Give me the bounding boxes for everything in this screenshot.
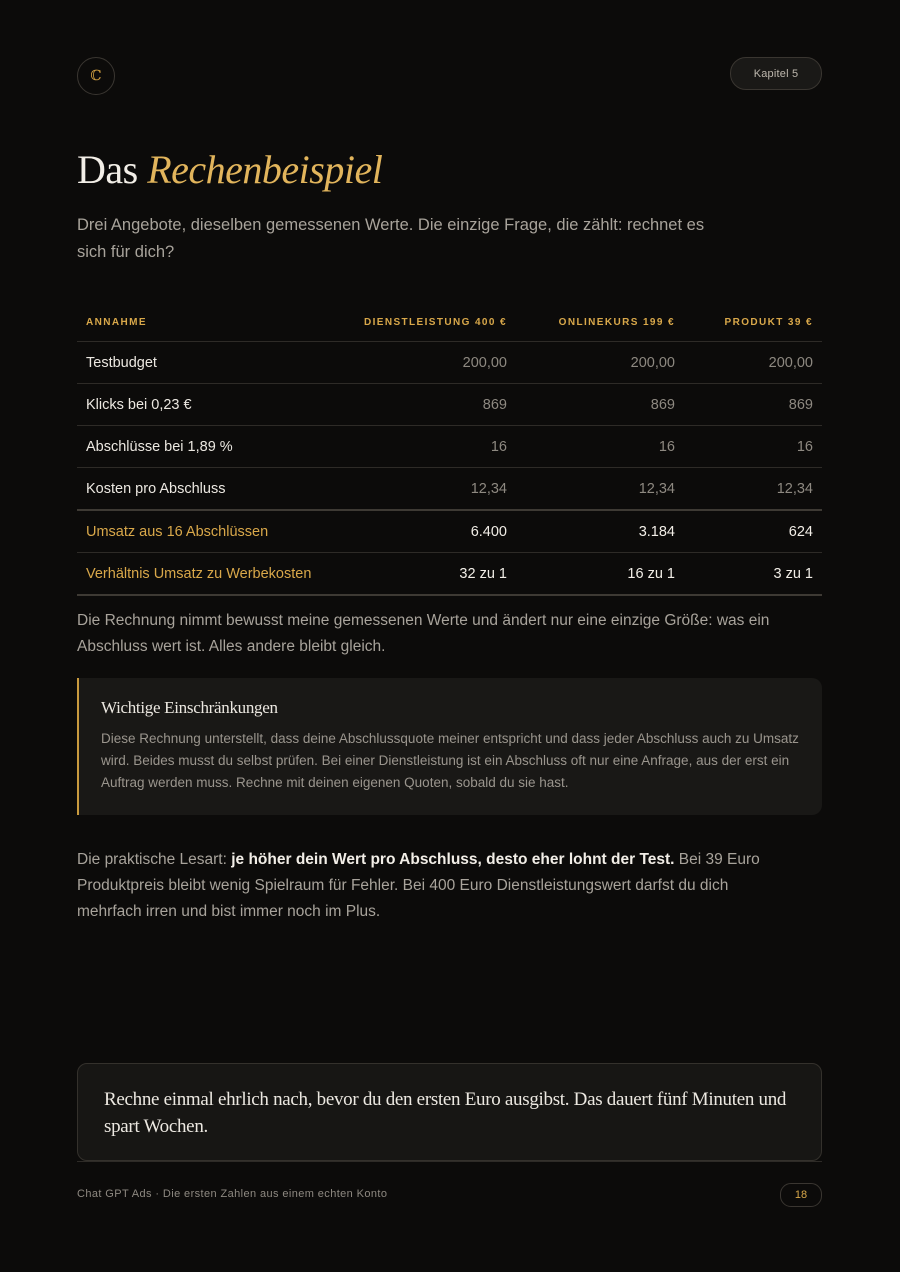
table-row — [77, 426, 822, 468]
row-label: Klicks bei 0,23 € — [77, 384, 328, 426]
table-header-row — [77, 303, 822, 342]
cell-value: 16 — [328, 426, 516, 468]
row-label: Umsatz aus 16 Abschlüssen — [77, 510, 328, 553]
title-plain: Das — [77, 147, 138, 192]
cell-value: 869 — [328, 384, 516, 426]
table-row-highlight — [77, 510, 822, 553]
row-label: Testbudget — [77, 342, 328, 384]
reading-lead: Die praktische Lesart: — [77, 851, 232, 868]
callout-body: Diese Rechnung unterstellt, dass deine Abschlussquote meiner entspricht und dass jeder Abschluss auch zu Umsatz wird. Beides musst du selbst prüfen. Bei einer Dienstleistung ist ein Abschluss oft nur eine Anfrage, aus der erst ein Auftrag werden muss. Rechne mit deinen eigenen Quoten, sobald du sie hast. — [101, 731, 799, 790]
cell-value: 200,00 — [684, 342, 822, 384]
cell-value: 3.184 — [516, 510, 684, 553]
cell-value: 200,00 — [516, 342, 684, 384]
cell-value: 624 — [684, 510, 822, 553]
calculation-table — [77, 303, 822, 596]
cell-value: 200,00 — [328, 342, 516, 384]
chapter-badge: Kapitel 5 — [730, 57, 822, 90]
page-title — [77, 146, 382, 194]
column-header-product: PRODUKT 39 € — [684, 303, 822, 342]
cell-value: 3 zu 1 — [684, 553, 822, 596]
cell-value: 12,34 — [328, 468, 516, 511]
row-label: Verhältnis Umsatz zu Werbekosten — [77, 553, 328, 596]
limitations-callout — [77, 678, 822, 815]
footer-text: Chat GPT Ads · Die ersten Zahlen aus einem echten Konto — [77, 1188, 388, 1200]
column-header-course: ONLINEKURS 199 € — [516, 303, 684, 342]
cell-value: 6.400 — [328, 510, 516, 553]
table-row-highlight — [77, 553, 822, 596]
intro-text: Drei Angebote, dieselben gemessenen Werte. Die einzige Frage, die zählt: rechnet es sich für dich? — [77, 216, 705, 261]
cell-value: 32 zu 1 — [328, 553, 516, 596]
row-label: Kosten pro Abschluss — [77, 468, 328, 511]
table-row — [77, 384, 822, 426]
cell-value: 869 — [516, 384, 684, 426]
column-header-service: DIENSTLEISTUNG 400 € — [328, 303, 516, 342]
practical-reading — [77, 847, 797, 925]
row-label: Abschlüsse bei 1,89 % — [77, 426, 328, 468]
footer-divider — [77, 1161, 822, 1162]
logo-icon: ℂ — [77, 57, 115, 95]
table-row — [77, 342, 822, 384]
cell-value: 16 — [516, 426, 684, 468]
cell-value: 16 — [684, 426, 822, 468]
table-note: Die Rechnung nimmt bewusst meine gemessenen Werte und ändert nur eine einzige Größe: was ein Abschluss wert ist. Alles andere bleibt gleich. — [77, 612, 770, 655]
column-header-assumption: ANNAHME — [77, 303, 328, 342]
cell-value: 12,34 — [516, 468, 684, 511]
callout-title: Wichtige Einschränkungen — [101, 698, 278, 717]
cell-value: 16 zu 1 — [516, 553, 684, 596]
cell-value: 12,34 — [684, 468, 822, 511]
takeaway-quote: Rechne einmal ehrlich nach, bevor du den ersten Euro ausgibst. Das dauert fünf Minuten und spart Wochen. — [77, 1063, 822, 1161]
cell-value: 869 — [684, 384, 822, 426]
reading-emphasis: je höher dein Wert pro Abschluss, desto eher lohnt der Test. — [231, 851, 675, 868]
reading-rest: Bei 39 Euro Produktpreis bleibt wenig Spielraum für Fehler. Bei 400 Euro Dienstleistungswert darfst du dich mehrfach irren und bist immer noch im Plus. — [77, 851, 760, 920]
page-number: 18 — [780, 1183, 822, 1207]
title-accent: Rechenbeispiel — [147, 147, 383, 192]
table-row — [77, 468, 822, 511]
